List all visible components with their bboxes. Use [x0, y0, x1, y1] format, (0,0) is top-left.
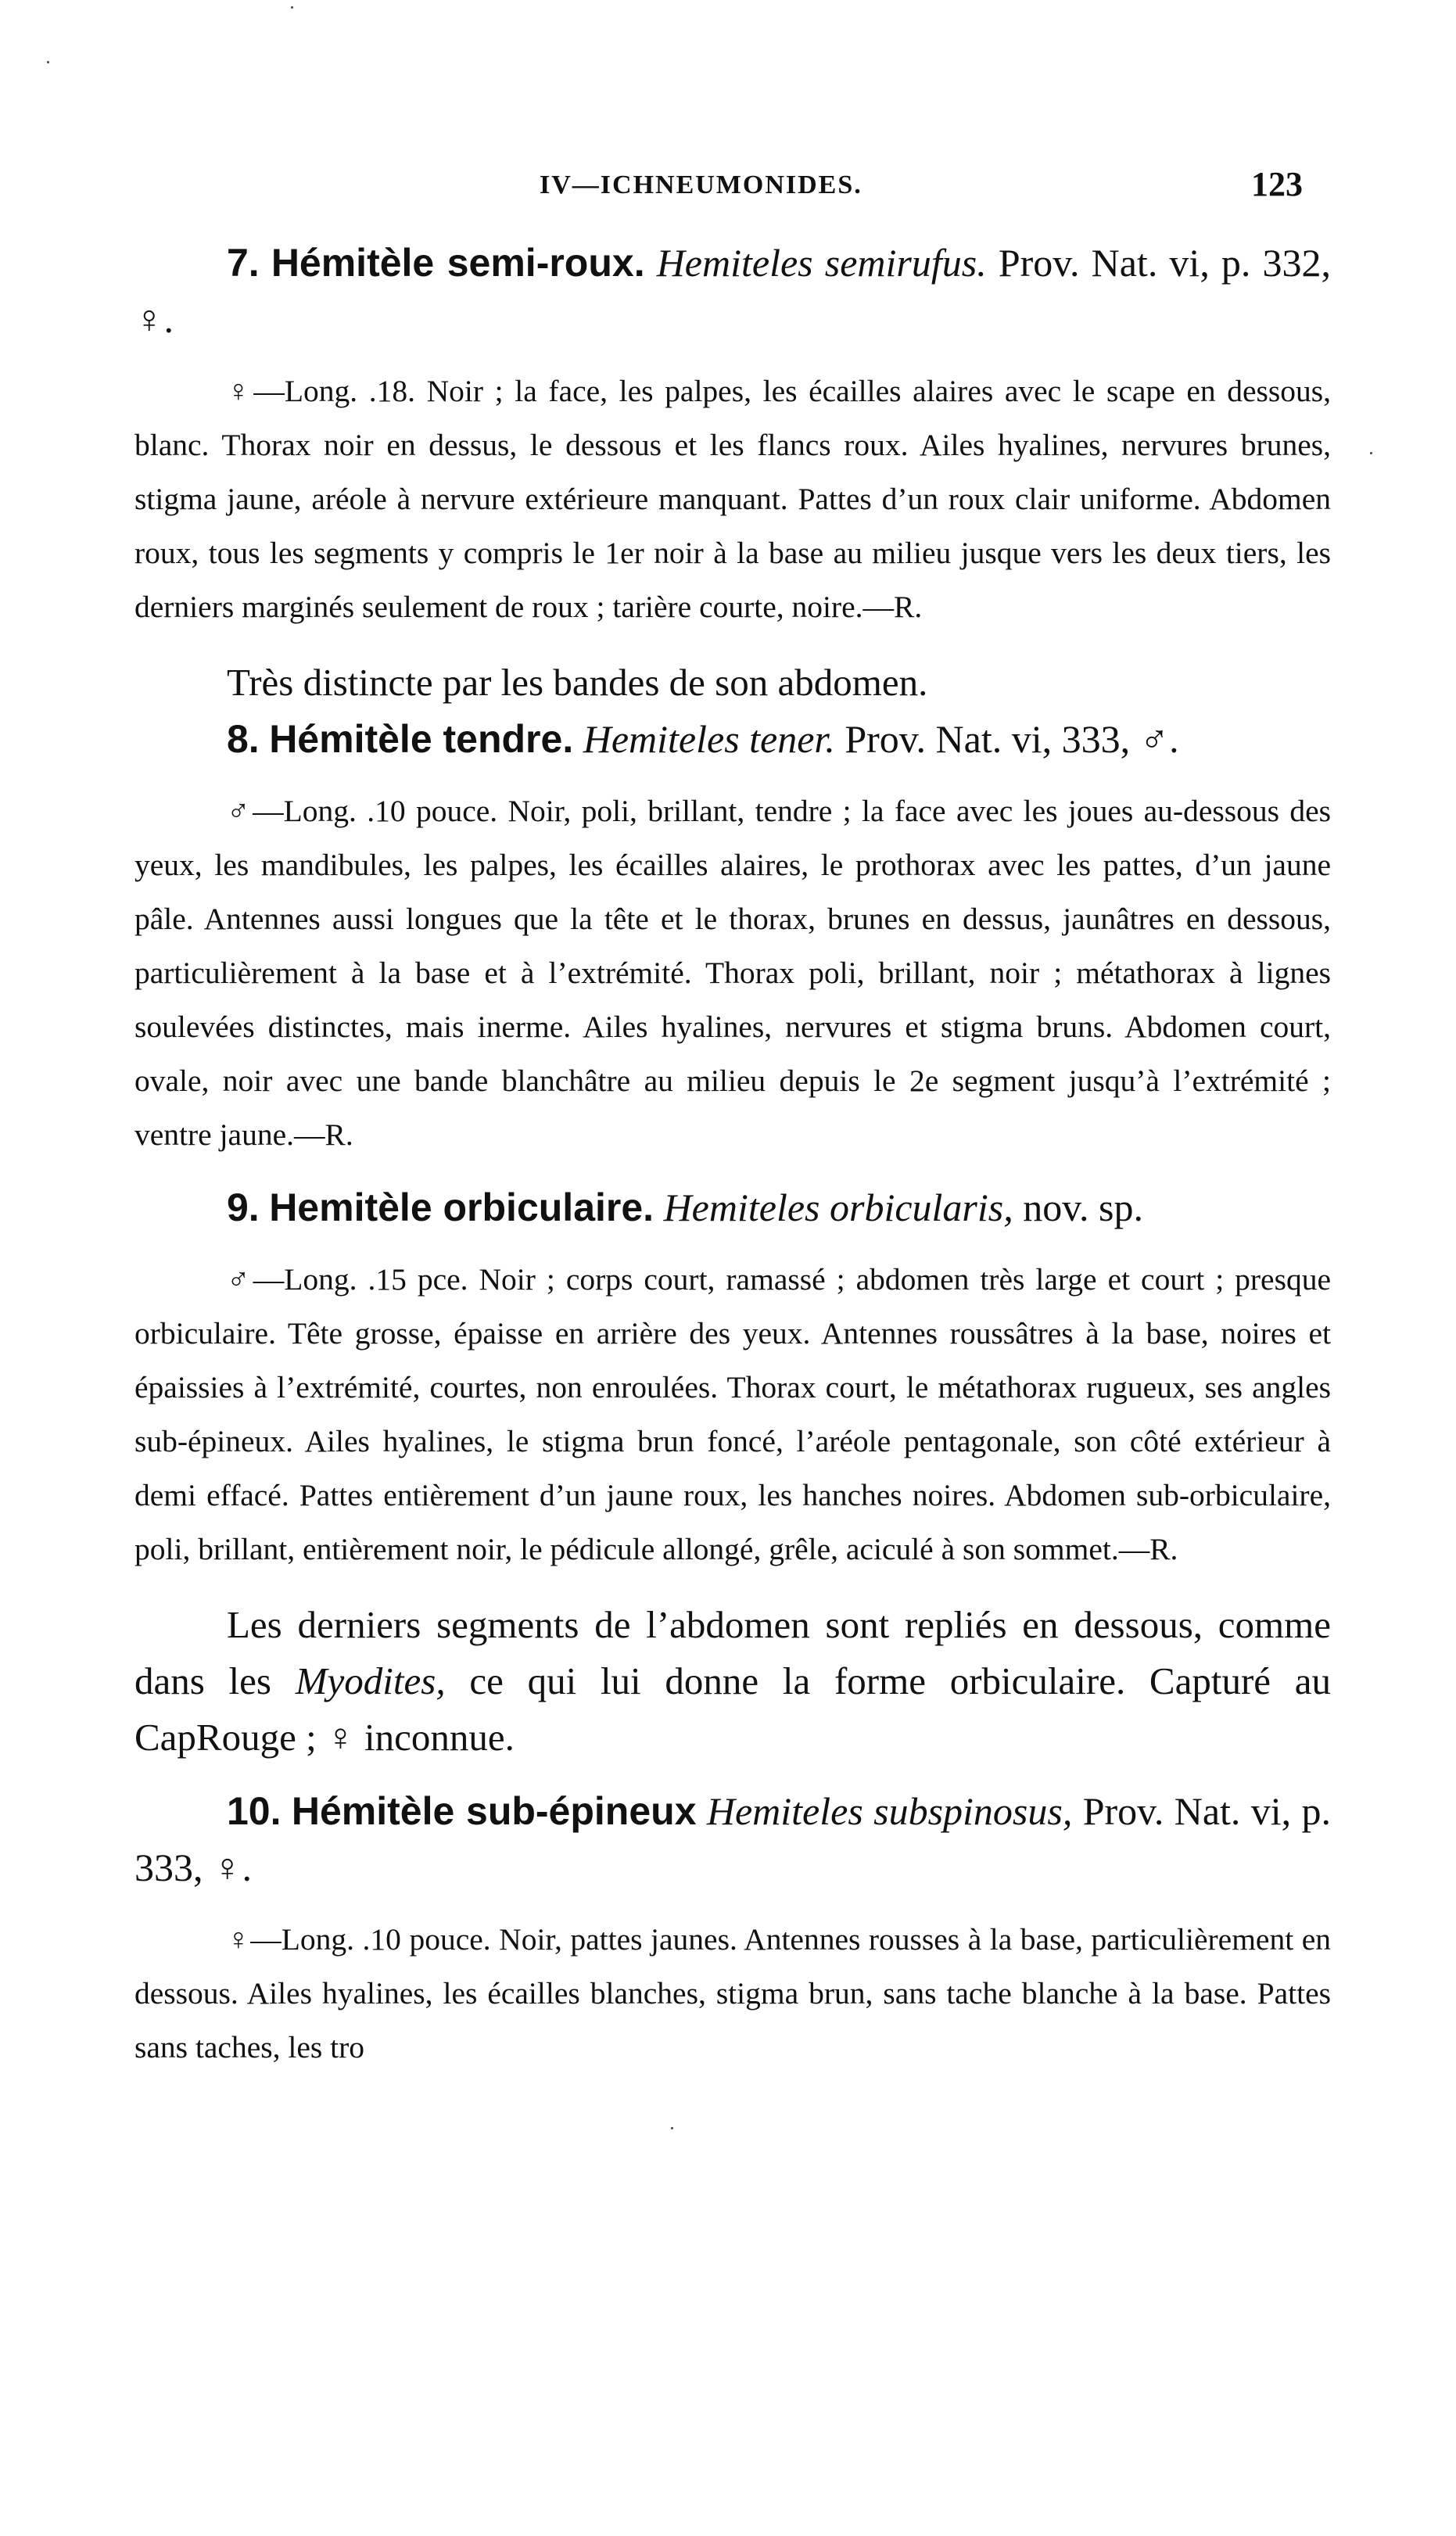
page-header	[0, 165, 1456, 217]
speck-mark	[1370, 452, 1372, 454]
note-text: Les derniers segments de l’abdomen sont repliés en dessous, comme dans les	[134, 1603, 1331, 1702]
entry-number: 7.	[227, 241, 260, 285]
entry-description: ♂—Long. .10 pouce. Noir, poli, brillant, tendre ; la face avec les joues au-dessous des yeux, les mandibules, les palpes, les écailles alaires, le prothorax avec les pattes, d’un jaune pâle. Antennes aussi longues que la tête et le thorax, brunes en dessus, jaunâtres en dessous, particulièrement à la base et à l’extrémité. Thorax poli, brillant, noir ; métathorax à lignes soulevées distinctes, mais inerme. Ailes hyalines, nervures et stigma bruns. Abdomen court, ovale, noir avec une bande blanchâtre au milieu depuis le 2e segment jusqu’à l’extrémité ; ventre jaune.—R.	[134, 794, 1331, 1152]
entry-note	[134, 1597, 1331, 1766]
entry-description: ♀—Long. .10 pouce. Noir, pattes jaunes. Antennes rousses à la base, particulièrement en dessous. Ailes hyalines, les écailles blanches, stigma brun, sans tache blanche à la base. Pattes sans taches, les tro	[134, 1922, 1331, 2064]
speck-mark	[671, 2127, 673, 2129]
entry-note: Très distincte par les bandes de son abdomen.	[227, 661, 928, 704]
entry-reference: Prov. Nat. vi, p. 332, ♀.	[134, 241, 1332, 341]
entry-number: 8.	[227, 717, 260, 761]
note-text: ce qui lui donne la forme orbiculaire. Capturé au CapRouge ; ♀ inconnue.	[134, 1659, 1332, 1759]
entry-french-name: Hémitèle tendre.	[269, 717, 574, 761]
speck-mark	[291, 6, 293, 9]
entry-heading	[134, 1179, 1331, 1236]
entry-description: ♂—Long. .15 pce. Noir ; corps court, ramassé ; abdomen très large et court ; presque orbiculaire. Tête grosse, épaisse en arrière des yeux. Antennes roussâtres à la base, noires et épaissies à l’extrémité, courtes, non enroulées. Thorax court, le métathorax rugueux, ses angles sub-épineux. Ailes hyalines, le stigma brun foncé, l’aréole pentagonale, son côté extérieur à demi effacé. Pattes entièrement d’un jaune roux, les hanches noires. Abdomen sub-orbiculaire, poli, brillant, entièrement noir, le pédicule allongé, grêle, aciculé à son sommet.—R.	[134, 1262, 1331, 1566]
page-number: 123	[1251, 165, 1303, 203]
entry-heading	[134, 1783, 1331, 1896]
entry-heading	[134, 711, 1331, 767]
entry-description: ♀—Long. .18. Noir ; la face, les palpes, les écailles alaires avec le scape en dessous, blanc. Thorax noir en dessus, le dessous et les flancs roux. Ailes hyalines, nervures brunes, stigma jaune, aréole à nervure extérieure manquant. Pattes d’un roux clair uniforme. Abdomen roux, tous les segments y compris le 1er noir à la base au milieu jusque vers les deux tiers, les derniers marginés seulement de roux ; tarière courte, noire.—R.	[134, 374, 1331, 624]
entry-latin-name: Hemiteles semirufus.	[656, 241, 987, 285]
speck-mark	[47, 61, 49, 63]
entry-french-name: Hemitèle orbiculaire.	[269, 1185, 654, 1229]
entry-number: 10.	[227, 1789, 282, 1833]
entry-reference: nov. sp.	[1023, 1185, 1143, 1229]
entry-reference: Prov. Nat. vi, p. 333, ♀.	[134, 1789, 1332, 1889]
entry-number: 9.	[227, 1185, 260, 1229]
entry-latin-name: Hemiteles subspinosus,	[706, 1789, 1073, 1833]
entry-heading	[134, 235, 1331, 347]
page-body	[134, 235, 1331, 2075]
entry-french-name: Hémitèle sub-épineux	[291, 1789, 697, 1833]
entry-latin-name: Hemiteles orbicularis,	[663, 1185, 1013, 1229]
entry-reference: Prov. Nat. vi, 333, ♂.	[845, 717, 1179, 761]
entry-latin-name: Hemiteles tener.	[583, 717, 835, 761]
note-latin-term: Myodites,	[295, 1659, 446, 1702]
entry-french-name: Hémitèle semi-roux.	[271, 241, 645, 285]
running-head: IV—ICHNEUMONIDES.	[540, 170, 862, 199]
